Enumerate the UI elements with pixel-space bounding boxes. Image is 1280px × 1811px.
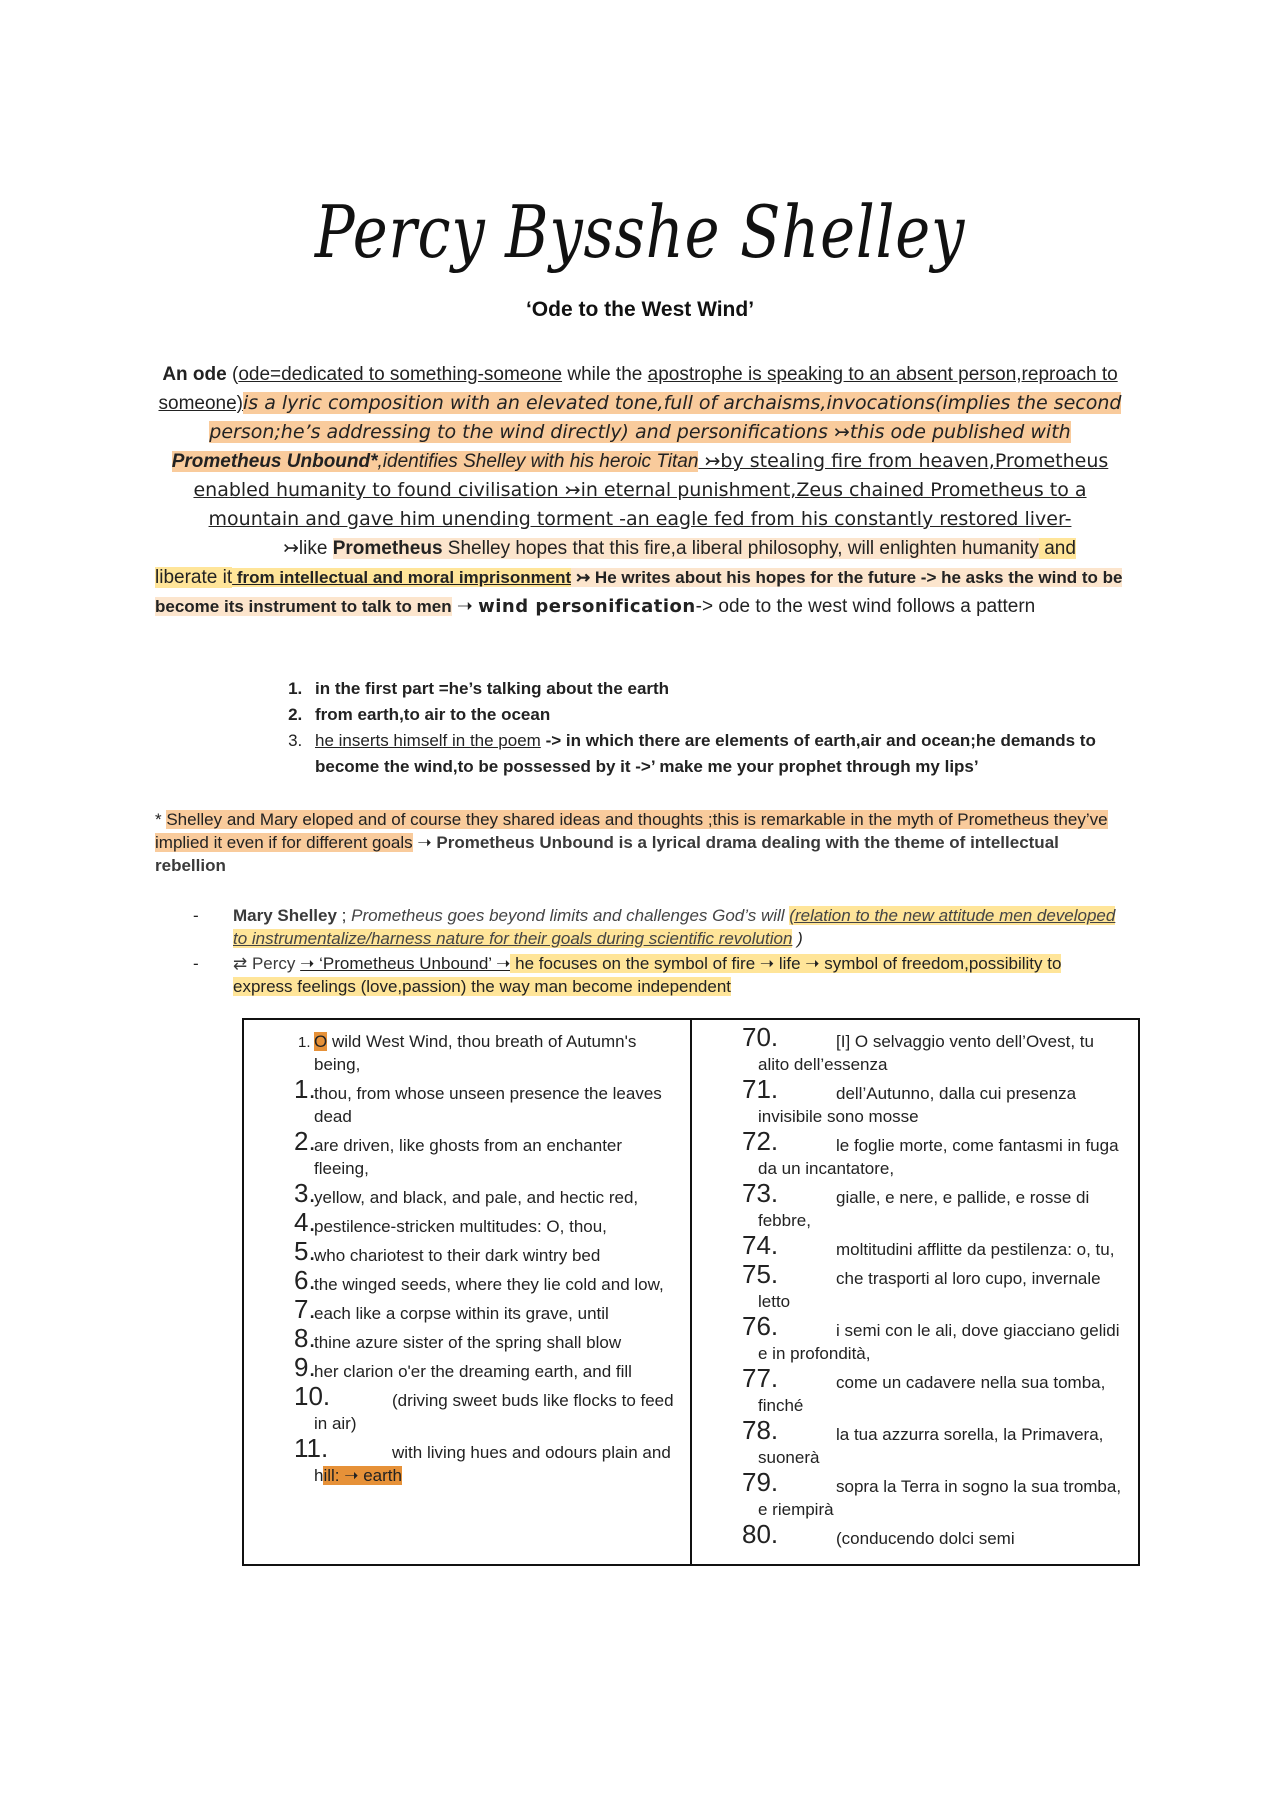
- imprisonment-note: from intellectual and moral imprisonment: [232, 568, 572, 587]
- poem-line: [258, 1265, 676, 1296]
- highlighted-text: ill: ➝ earth: [323, 1466, 402, 1485]
- line-number: 74.: [742, 1230, 779, 1260]
- line-text: who chariotest to their dark wintry bed: [314, 1246, 601, 1265]
- line-text: dell’Autunno, dalla cui presenza invisibile sono mosse: [758, 1084, 1077, 1126]
- text-run: Prometheus goes beyond limits and challenges God’s will: [351, 906, 785, 925]
- poem-line: [258, 1236, 676, 1267]
- poem-line: [706, 1074, 1124, 1128]
- poem-line: [258, 1294, 676, 1325]
- hopes-note: ↣ He writes about his hopes for the future -> he asks the wind to be become its instrument to talk to men: [155, 568, 1123, 616]
- line-number: 75.: [742, 1259, 779, 1289]
- poem-line: [706, 1126, 1124, 1180]
- line-number: 72.: [742, 1126, 779, 1156]
- ode-term: An ode: [162, 364, 227, 385]
- line-text: moltitudini afflitte da pestilenza: o, tu,: [836, 1240, 1115, 1259]
- text-run: ): [792, 929, 803, 948]
- poem-line: [706, 1363, 1124, 1417]
- line-number: 11.: [294, 1433, 329, 1463]
- line-number: 73.: [742, 1178, 779, 1208]
- text-run: ;: [336, 906, 352, 925]
- text-run: ➝: [412, 833, 437, 852]
- text-run: Prometheus Unbound is a lyrical drama dealing with the theme of intellectual rebellion: [155, 833, 1059, 875]
- text-run: while the: [562, 364, 648, 385]
- line-number: 76.: [742, 1311, 779, 1341]
- poem-line: [258, 1433, 676, 1487]
- line-text: are driven, like ghosts from an enchanter fleeing,: [314, 1136, 623, 1178]
- line-text: with living hues and odours plain and h: [314, 1443, 671, 1485]
- poem-line: [258, 1030, 676, 1076]
- text-run: ⇄ Percy: [233, 954, 301, 973]
- prometheus-unbound-ref: Prometheus Unbound*: [171, 451, 378, 472]
- line-number: 8.: [294, 1323, 316, 1353]
- list-item: 2. from earth,to air to the ocean: [307, 702, 1125, 728]
- line-number: 70.: [742, 1022, 779, 1052]
- text-run: Mary Shelley: [233, 906, 337, 925]
- list-item: [155, 952, 1125, 998]
- line-text: thine azure sister of the spring shall blow: [314, 1333, 622, 1352]
- line-text: gialle, e nere, e pallide, e rosse di febbre,: [758, 1188, 1090, 1230]
- text-run: (relation to the new attitude men developed to instrumentalize/harness nature for their goals during scientific revolution: [233, 906, 1116, 948]
- text-run: he focuses on the symbol of fire ➝ life ➝ symbol of freedom,possibility to express feelings (love,passion) the way man become independent: [233, 954, 1062, 996]
- footnote: [155, 808, 1125, 877]
- text-run: ➝: [451, 596, 479, 617]
- line-number: 1.: [294, 1074, 316, 1104]
- text-run: -: [193, 906, 199, 925]
- line-text: sopra la Terra in sogno la sua tromba, e riempirà: [758, 1477, 1122, 1519]
- line-text: each like a corpse within its grave, until: [314, 1304, 609, 1323]
- poem-line: [258, 1352, 676, 1383]
- poem-line: [706, 1415, 1124, 1469]
- line-number: 4.: [294, 1207, 316, 1237]
- poem-line: [706, 1311, 1124, 1365]
- line-text: la tua azzurra sorella, la Primavera, suonerà: [758, 1425, 1104, 1467]
- intro-section: [155, 360, 1125, 621]
- pattern-list: [155, 676, 1125, 780]
- line-text: yellow, and black, and pale, and hectic red,: [314, 1188, 639, 1207]
- line-text: i semi con le ali, dove giacciano gelidi e in profondità,: [758, 1321, 1120, 1363]
- line-number: 9.: [294, 1352, 316, 1382]
- list-item: [307, 728, 1125, 780]
- text-run: ↣like: [283, 538, 333, 559]
- poem-line: [258, 1074, 676, 1128]
- line-number: 5.: [294, 1236, 316, 1266]
- line-number: 3.: [294, 1178, 316, 1208]
- line-text: her clarion o'er the dreaming earth, and fill: [314, 1362, 632, 1381]
- poem-line: [706, 1178, 1124, 1232]
- line-number: 80.: [742, 1519, 779, 1549]
- line-text: (driving sweet buds like flocks to feed in air): [314, 1391, 674, 1433]
- page-title: Percy Bysshe Shelley: [314, 190, 966, 274]
- poem-line: [706, 1467, 1124, 1521]
- text-run: Shelley and Mary eloped and of course they shared ideas and thoughts ;this is remarkable in the myth of Prometheus they’ve implied it even if for different goals: [155, 810, 1108, 852]
- line-text: che trasporti al loro cupo, invernale letto: [758, 1269, 1101, 1311]
- prometheus-paragraph: [155, 534, 1125, 621]
- wind-personification: wind personification: [478, 596, 696, 617]
- text-run: -: [193, 954, 199, 973]
- line-number: 6.: [294, 1265, 316, 1295]
- text-run: and liberate it: [155, 538, 1076, 588]
- list-item: 1. in the first part =he’s talking about the earth: [307, 676, 1125, 702]
- apostrophe-definition: apostrophe is speaking to an absent person,reproach to someone): [158, 364, 1118, 414]
- text-run: he inserts himself in the poem: [315, 731, 541, 750]
- poem-table: [242, 1018, 1140, 1566]
- poem-line: [258, 1126, 676, 1180]
- list-item: [155, 904, 1125, 950]
- highlighted-text: O: [314, 1032, 328, 1051]
- poem-line: [706, 1022, 1124, 1076]
- poem-line: [258, 1207, 676, 1238]
- poem-line: [706, 1519, 1124, 1550]
- poem-english-column: [243, 1019, 691, 1565]
- text-run: Shelley hopes that this fire,a liberal philosophy, will enlighten humanity: [442, 538, 1039, 559]
- fire-myth-note: ↣by stealing fire from heaven,Prometheus enabled humanity to found civilisation ↣in eternal punishment,Zeus chained Prometheus to a mountain and gave him unending torment -an eagle fed from his constantly restored liver-: [193, 450, 1109, 530]
- line-text: [I] O selvaggio vento dell’Ovest, tu alito dell’essenza: [758, 1032, 1094, 1074]
- line-text: wild West Wind, thou breath of Autumn's being,: [314, 1032, 637, 1074]
- poem-line: [258, 1323, 676, 1354]
- line-number: 7.: [294, 1294, 316, 1324]
- poem-line: [258, 1381, 676, 1435]
- identifies-note: ,identifies Shelley with his heroic Titan: [377, 451, 699, 472]
- line-text: the winged seeds, where they lie cold and low,: [314, 1275, 664, 1294]
- lyric-composition-note: is a lyric composition with an elevated tone,full of archaisms,invocations(implies the second person;he’s addressing to the wind directly) and personifications ↣this ode published with: [209, 392, 1122, 443]
- line-text: come un cadavere nella sua tomba, finché: [758, 1373, 1106, 1415]
- line-text: (conducendo dolci semi: [836, 1529, 1015, 1548]
- line-number: 79.: [742, 1467, 779, 1497]
- text-run: -> ode to the west wind follows a pattern: [695, 596, 1036, 617]
- poem-line: [706, 1230, 1124, 1261]
- poem-line: [258, 1178, 676, 1209]
- poem-line: [706, 1259, 1124, 1313]
- line-number: 71.: [742, 1074, 779, 1104]
- prometheus-name: Prometheus: [332, 538, 443, 559]
- line-text: le foglie morte, come fantasmi in fuga da un incantatore,: [758, 1136, 1119, 1178]
- line-number: 1.: [298, 1034, 311, 1051]
- text-run: (: [226, 364, 239, 385]
- ode-definition: ode=dedicated to something-someone: [238, 364, 563, 385]
- text-run: -> in which there are elements of earth,air and ocean;he demands to become the wind,to be possessed by it ->’ make me your prophet through my lips’: [315, 731, 1096, 776]
- text-run: ➝ ‘Prometheus Unbound’ ➝: [300, 954, 511, 973]
- text-run: *: [155, 810, 167, 829]
- intro-paragraph: [155, 360, 1125, 534]
- line-number: 78.: [742, 1415, 779, 1445]
- line-text: pestilence-stricken multitudes: O, thou,: [314, 1217, 607, 1236]
- line-text: thou, from whose unseen presence the leaves dead: [314, 1084, 662, 1126]
- line-number: 10.: [294, 1381, 331, 1411]
- page-subtitle: ‘Ode to the West Wind’: [525, 298, 755, 321]
- line-number: 2.: [294, 1126, 316, 1156]
- poem-italian-column: [691, 1019, 1139, 1565]
- bullet-list: [155, 904, 1125, 1000]
- line-number: 77.: [742, 1363, 779, 1393]
